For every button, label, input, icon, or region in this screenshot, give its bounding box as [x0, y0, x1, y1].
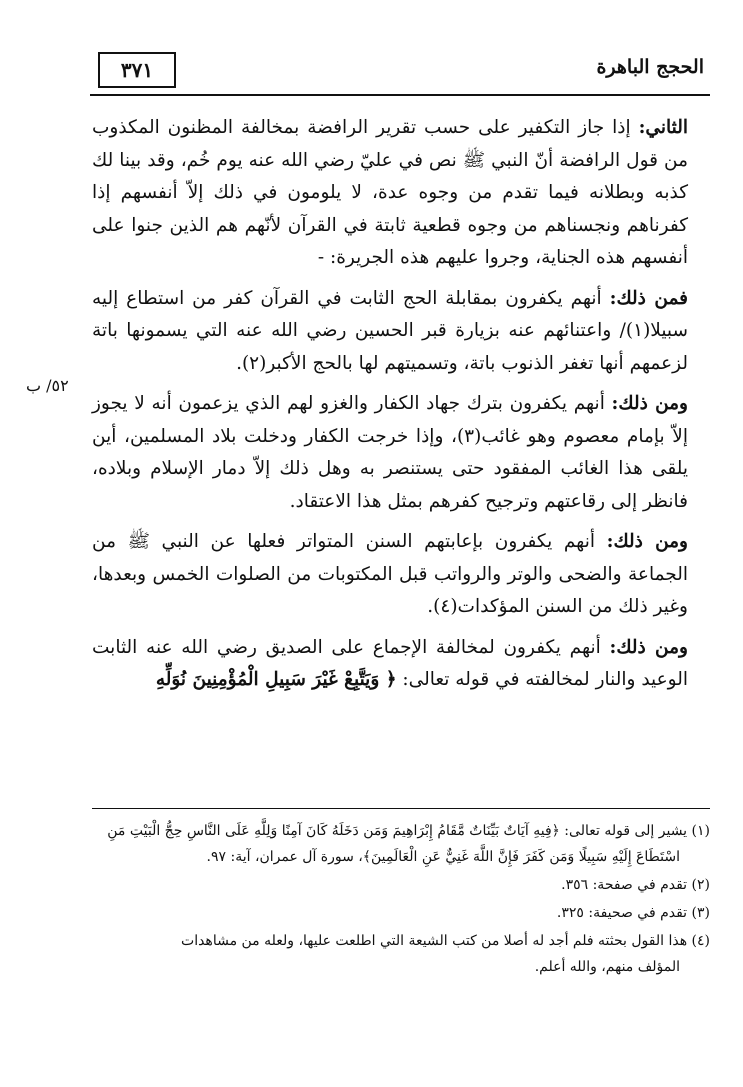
footnote-continuation: المؤلف منهم، والله أعلم. [534, 959, 680, 975]
paragraph-lead: ومن ذلك: [611, 393, 688, 414]
paragraph-text: أنهم يكفرون لمخالفة الإجماع على الصديق رضي الله عنه الثابت الوعيد والنار لمخالفته في قوله تعالى: [92, 636, 688, 690]
manuscript-folio-marker: ٥٢/ ب [26, 376, 69, 395]
footnote-text: (٢) تقدم في صفحة: ٣٥٦. [561, 877, 710, 893]
footnote-text: (٣) تقدم في صحيفة: ٣٢٥. [556, 905, 710, 921]
paragraph-lead: الثاني: [638, 117, 688, 138]
footnote-1 [82, 818, 710, 870]
footnote-3 [82, 900, 710, 926]
paragraph-text: أنهم يكفرون بترك جهاد الكفار والغزو لهم الذي يزعمون أنه لا يجوز إلاّ بإمام معصوم وهو غائب(٣)، وإذا خرجت الكفار ودخلت بلاد المسلمين، أين يلقى هذا الغائب المفقود حتى يستنصر به وهل ذلك إلاّ دمار الإسلام وبلاده، فانظر إلى رقاعتهم وترجيح كفرهم بمثل هذا الاعتقاد. [92, 393, 688, 512]
paragraph-consensus [92, 632, 710, 697]
paragraph-sunnah [92, 526, 710, 624]
paragraph-second-point [92, 112, 710, 275]
footnote-text: (٤) هذا القول بحثته فلم أجد له أصلا من كتب الشيعة التي اطلعت عليها، ولعله من مشاهدات [181, 933, 710, 949]
page-number: ٣٧١ [98, 52, 176, 88]
footnotes [82, 818, 710, 982]
quran-quote: ﴿ وَيَتَّبِعْ غَيْرَ سَبِيلِ الْمُؤْمِنِينَ نُوَلِّهِ [155, 669, 397, 690]
page-header [90, 48, 710, 96]
paragraph-text: أنهم يكفرون بمقابلة الحج الثابت في القرآن كفر من استطاع إليه سبيلا(١)/ واعتنائهم عنه بزيارة قبر الحسين رضي الله عنه التي يسمونها باتة لزعمهم أنها تغفر الذنوب باتة، وتسميتهم لها بالحج الأكبر(٢). [92, 287, 688, 374]
paragraph-lead: ومن ذلك: [609, 636, 688, 658]
footnote-continuation: اسْتَطَاعَ إِلَيْهِ سَبِيلًا وَمَن كَفَرَ فَإِنَّ اللَّهَ غَنِيٌّ عَنِ الْعَالَمِينَ﴾، سورة آل عمران، آية: ٩٧. [206, 849, 680, 865]
paragraph-text: إذا جاز التكفير على حسب تقرير الرافضة بمخالفة المظنون المكذوب من قول الرافضة أنّ النبي ﷺ نص في عليّ رضي الله عنه يوم خُم، وقد بينا لك كذبه وبطلانه فيما تقدم من وجوه عدة، لا يلومون في ذلك إلاّ أنفسهم إذا كفرناهم ونجسناهم من وجوه قطعية ثابتة في القرآن لأنّهم هم الذين جنوا على أنفسهم هذه الجناية، وجروا عليهم هذه الجريرة: - [92, 117, 688, 268]
footnote-text: (١) يشير إلى قوله تعالى: ﴿فِيهِ آيَاتٌ بَيِّنَاتٌ مَّقَامُ إِبْرَاهِيمَ وَمَن دَخَلَهُ كَانَ آمِنًا وَلِلَّهِ عَلَى النَّاسِ حِجُّ الْبَيْتِ مَنِ [107, 823, 710, 839]
paragraph-lead: ومن ذلك: [606, 531, 688, 552]
footnote-4 [82, 928, 710, 980]
main-text [92, 112, 710, 705]
paragraph-lead: فمن ذلك: [609, 287, 688, 309]
running-title: الحجج الباهرة [596, 56, 704, 78]
footnote-divider [92, 808, 710, 809]
paragraph-text: أنهم يكفرون بإعابتهم السنن المتواتر فعلها عن النبي ﷺ من الجماعة والضحى والوتر والرواتب قبل المكتوبات من الصلوات الخمس وبعدها، وغير ذلك من السنن المؤكدات(٤). [92, 531, 688, 617]
paragraph-jihad [92, 388, 710, 518]
footnote-2 [82, 872, 710, 898]
paragraph-pilgrimage [92, 283, 710, 381]
